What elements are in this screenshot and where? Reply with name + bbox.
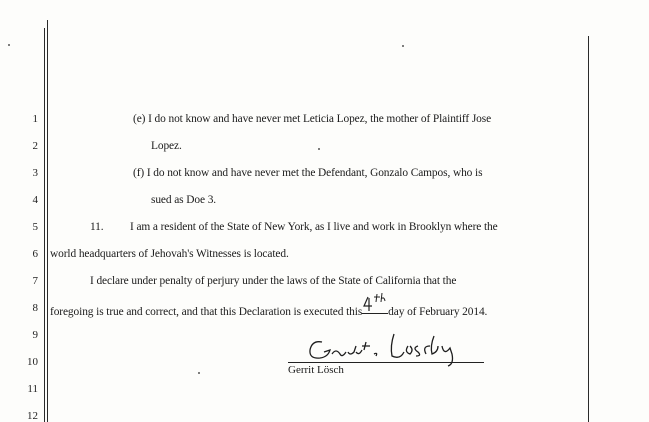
- left-margin-rule-inner: [47, 20, 48, 422]
- declaration-text-after-date: day of February 2014.: [388, 306, 488, 318]
- declaration-text-before-date: foregoing is true and correct, and that this Declaration is executed this: [50, 306, 363, 318]
- declaration-line-1: I declare under penalty of perjury under the laws of the State of California that the: [90, 275, 457, 287]
- signature-block: [288, 334, 488, 382]
- paragraph-number: 11.: [90, 221, 104, 233]
- line-number: 7: [32, 275, 38, 287]
- line-number: 3: [32, 167, 38, 179]
- line-number: 11: [27, 383, 38, 395]
- paragraph-11-line-2: world headquarters of Jehovah's Witnesses is located.: [50, 248, 289, 260]
- item-e-line-1: (e) I do not know and have never met Leticia Lopez, the mother of Plaintiff Jose: [133, 113, 492, 125]
- line-number: 2: [32, 140, 38, 152]
- declaration-line-2: [50, 301, 487, 319]
- scan-speck: [318, 148, 320, 150]
- item-f-line-1: (f) I do not know and have never met the Defendant, Gonzalo Campos, who is: [133, 167, 483, 179]
- signatory-name: Gerrit Lösch: [288, 364, 344, 376]
- handwritten-day-ink: [362, 293, 388, 315]
- line-number: 12: [27, 410, 38, 422]
- line-number: 6: [32, 248, 38, 260]
- signature-line: [288, 362, 484, 363]
- line-number: 1: [32, 113, 38, 125]
- scan-speck: [402, 45, 404, 47]
- date-underline: [362, 313, 388, 314]
- line-number: 5: [32, 221, 38, 233]
- handwritten-day: [362, 301, 388, 315]
- item-f-line-2: sued as Doe 3.: [151, 194, 217, 206]
- right-margin-rule: [588, 36, 589, 422]
- left-margin-rule-outer: [44, 28, 45, 422]
- scan-speck: [198, 372, 200, 374]
- scan-speck: [8, 44, 10, 46]
- line-number: 8: [32, 302, 38, 314]
- line-number: 9: [32, 329, 38, 341]
- line-number: 4: [32, 194, 38, 206]
- line-number: 10: [27, 356, 38, 368]
- paragraph-11-line-1: I am a resident of the State of New York, as I live and work in Brooklyn where the: [130, 221, 498, 233]
- item-e-line-2: Lopez.: [151, 140, 182, 152]
